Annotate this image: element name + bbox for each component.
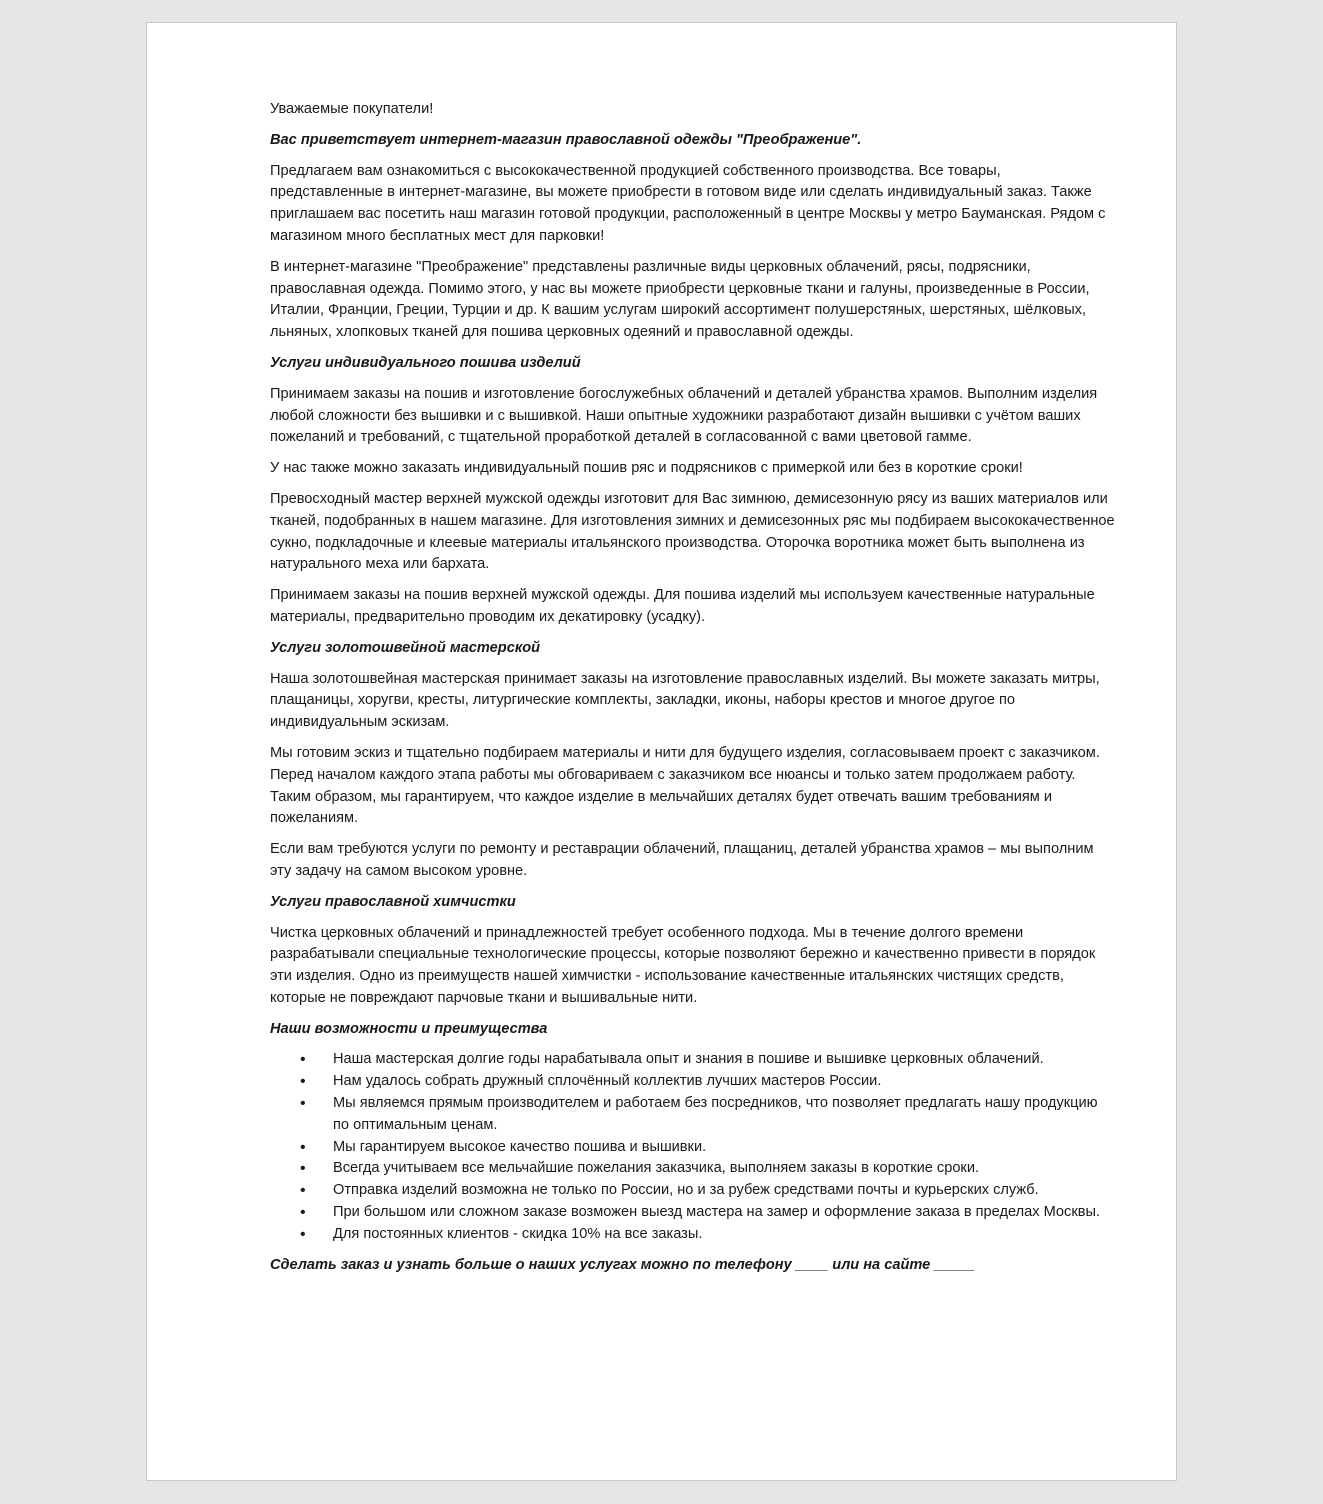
gold-paragraph: Если вам требуются услуги по ремонту и реставрации облачений, плащаниц, деталей убранства храмов – мы выполним эту задачу на самом высоком уровне.: [270, 841, 1094, 879]
list-item: [270, 1071, 1115, 1093]
list-item: [270, 1202, 1115, 1224]
bullet-icon: •: [300, 1073, 306, 1091]
list-item: [270, 1180, 1115, 1202]
closing-call-to-action: Сделать заказ и узнать больше о наших услугах можно по телефону ____ или на сайте _____: [270, 1256, 975, 1273]
list-item-text: Мы гарантируем высокое качество пошива и вышивки.: [333, 1138, 707, 1155]
section-heading-tailoring: Услуги индивидуального пошива изделий: [270, 354, 581, 371]
section-heading-cleaning: Услуги православной химчистки: [270, 893, 516, 910]
tailoring-paragraph: Принимаем заказы на пошив верхней мужской одежды. Для пошива изделий мы используем качественные натуральные материалы, предварительно проводим их декатировку (усадку).: [270, 587, 1095, 625]
tailoring-paragraph: Принимаем заказы на пошив и изготовление богослужебных облачений и деталей убранства храмов. Выполним изделия любой сложности без вышивки и с вышивкой. Наши опытные художники разработают дизайн вышивки с учётом ваших пожеланий и требований, с тщательной проработкой деталей в согласованной с вами цветовой гамме.: [270, 385, 1098, 446]
list-item-text: Всегда учитываем все мельчайшие пожелания заказчика, выполняем заказы в короткие сроки.: [333, 1160, 980, 1177]
tailoring-paragraph: У нас также можно заказать индивидуальный пошив ряс и подрясников с примеркой или без в короткие сроки!: [270, 460, 1023, 477]
list-item: [270, 1093, 1115, 1137]
gold-paragraph: Наша золотошвейная мастерская принимает заказы на изготовление православных изделий. Вы можете заказать митры, плащаницы, хоругви, кресты, литургические комплекты, закладки, иконы, наборы крестов и многое другое по индивидуальным эскизам.: [270, 670, 1100, 731]
document-page: [146, 22, 1177, 1481]
bullet-icon: •: [300, 1095, 306, 1113]
welcome-heading: Вас приветствует интернет-магазин православной одежды "Преображение".: [270, 131, 862, 148]
gold-paragraph: Мы готовим эскиз и тщательно подбираем материалы и нити для будущего изделия, согласовываем проект с заказчиком. Перед началом каждого этапа работы мы обговариваем с заказчиком все нюансы и только затем продолжаем работу. Таким образом, мы гарантируем, что каждое изделие в мельчайших деталях будет отвечать вашим требованиям и пожеланиям.: [270, 744, 1100, 827]
bullet-icon: •: [300, 1204, 306, 1222]
bullet-icon: •: [300, 1051, 306, 1069]
bullet-icon: •: [300, 1225, 306, 1243]
bullet-icon: •: [300, 1182, 306, 1200]
list-item-text: Для постоянных клиентов - скидка 10% на все заказы.: [333, 1225, 703, 1242]
greeting: Уважаемые покупатели!: [270, 101, 434, 117]
list-item: [270, 1224, 1115, 1246]
bullet-icon: •: [300, 1160, 306, 1178]
section-heading-gold: Услуги золотошвейной мастерской: [270, 639, 541, 656]
list-item: [270, 1158, 1115, 1180]
bullet-icon: •: [300, 1138, 306, 1156]
list-item-text: При большом или сложном заказе возможен выезд мастера на замер и оформление заказа в пределах Москвы.: [333, 1204, 1101, 1221]
advantages-list: [270, 1049, 1115, 1245]
list-item: [270, 1137, 1115, 1159]
list-item: [270, 1049, 1115, 1071]
list-item-text: Мы являемся прямым производителем и работаем без посредников, что позволяет предлагать нашу продукцию по оптимальным ценам.: [333, 1095, 1098, 1133]
list-item-text: Отправка изделий возможна не только по России, но и за рубеж средствами почты и курьерских служб.: [333, 1182, 1039, 1199]
list-item-text: Нам удалось собрать дружный сплочённый коллектив лучших мастеров России.: [333, 1073, 882, 1090]
cleaning-paragraph: Чистка церковных облачений и принадлежностей требует особенного подхода. Мы в течение долгого времени разрабатывали специальные технологические процессы, которые позволяют бережно и качественно привести в порядок эти изделия. Одно из преимуществ нашей химчистки - использование качественные итальянских чистящих средств, которые не повреждают парчовые ткани и вышивальные нити.: [270, 924, 1096, 1006]
list-item-text: Наша мастерская долгие годы нарабатывала опыт и знания в пошиве и вышивке церковных облачений.: [333, 1051, 1044, 1068]
intro-paragraph: Предлагаем вам ознакомиться с высококачественной продукцией собственного производства. Все товары, представленные в интернет-магазине, вы можете приобрести в готовом виде или сделать индивидуальный заказ. Также приглашаем вас посетить наш магазин готовой продукции, расположенный в центре Москвы у метро Бауманская. Рядом с магазином много бесплатных мест для парковки!: [270, 162, 1106, 244]
document-body: [270, 99, 1115, 1285]
tailoring-paragraph: Превосходный мастер верхней мужской одежды изготовит для Вас зимнюю, демисезонную рясу из ваших материалов или тканей, подобранных в нашем магазине. Для изготовления зимних и демисезонных ряс мы подбираем высококачественное сукно, подкладочные и клеевые материалы итальянского производства. Оторочка воротника может быть выполнена из натурального меха или бархата.: [270, 490, 1115, 573]
intro-paragraph: В интернет-магазине "Преображение" представлены различные виды церковных облачений, рясы, подрясники, православная одежда. Помимо этого, у нас вы можете приобрести церковные ткани и галуны, произведенные в России, Италии, Франции, Греции, Турции и др. К вашим услугам широкий ассортимент полушерстяных, шерстяных, шёлковых, льняных, хлопковых тканей для пошива церковных одеяний и православной одежды.: [270, 258, 1090, 341]
section-heading-advantages: Наши возможности и преимущества: [270, 1020, 548, 1037]
